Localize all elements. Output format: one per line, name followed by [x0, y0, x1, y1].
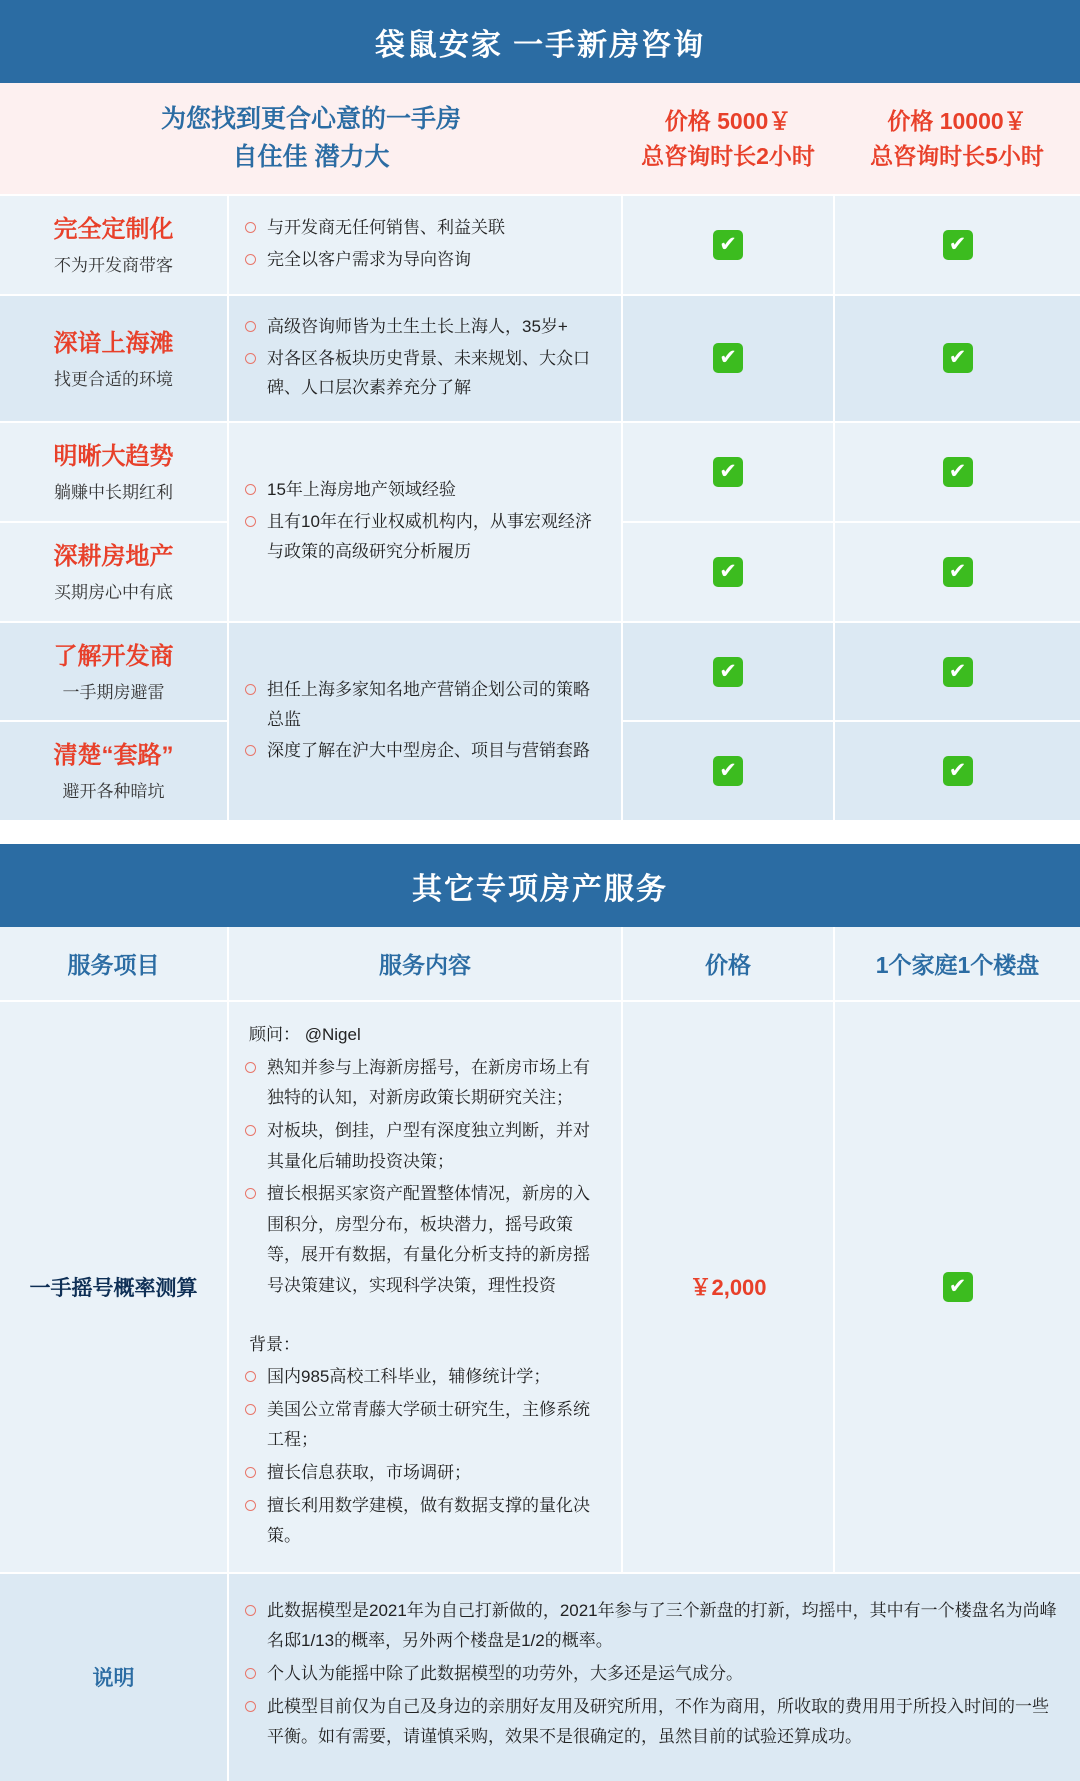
feature-cell: 明晰大趋势 躺赚中长期红利: [0, 422, 228, 522]
main-banner: 袋鼠安家 一手新房咨询: [0, 0, 1080, 83]
check-icon: ✔: [713, 657, 743, 687]
service-content: 顾问： @Nigel 熟知并参与上海新房摇号，在新房市场上有独特的认知，对新房政策长期研究关注； 对板块，倒挂，户型有深度独立判断，并对其量化后辅助投资决策； 擅长根据买家资产配置整体情况，新房的入围积分，房型分布，板块潜力，摇号政策等，展开有数据，有量化分析支持的新房摇号决策建议，实现科学决策，理性投资 背景： 国内985高校工科毕业，辅修统计学； 美国公立常青藤大学硕士研究生，主修系统工程； 擅长信息获取，市场调研； 擅长利用数学建模，做有数据支撑的量化决策。: [228, 1001, 622, 1573]
secondary-banner: 其它专项房产服务: [0, 844, 1080, 927]
content-spacer: [243, 1304, 603, 1330]
check-icon: ✔: [713, 343, 743, 373]
service-name: 一手摇号概率测算: [0, 1001, 228, 1573]
plan1-check: [622, 295, 834, 422]
check-icon: ✔: [943, 343, 973, 373]
service-header-row: [0, 927, 1080, 1001]
feature-description: 高级咨询师皆为土生土长上海人，35岁+ 对各区各板块历史背景、未来规划、大众口碑、人口层次素养充分了解: [228, 295, 622, 422]
plan1-check: [622, 522, 834, 622]
note-label: 说明: [0, 1573, 228, 1781]
plan-header-left: 为您找到更合心意的一手房 自住佳 潜力大: [0, 83, 622, 195]
table-row: [0, 422, 1080, 522]
plan1-check: [622, 622, 834, 722]
check-icon: ✔: [943, 230, 973, 260]
plan-header-plan2: 价格 10000￥ 总咨询时长5小时: [834, 83, 1080, 195]
feature-cell: 深谙上海滩 找更合适的环境: [0, 295, 228, 422]
feature-cell: 深耕房地产 买期房心中有底: [0, 522, 228, 622]
service-price: ￥2,000: [622, 1001, 834, 1573]
plan1-check: [622, 195, 834, 295]
feature-description: 担任上海多家知名地产营销企划公司的策略总监 深度了解在沪大中型房企、项目与营销套路: [228, 622, 622, 822]
feature-cell: 完全定制化 不为开发商带客: [0, 195, 228, 295]
plan2-check: [834, 622, 1080, 722]
plan1-check: [622, 422, 834, 522]
check-icon: ✔: [713, 457, 743, 487]
col-header-scope: 1个家庭1个楼盘: [834, 927, 1080, 1001]
plan2-check: [834, 295, 1080, 422]
feature-cell: 清楚“套路” 避开各种暗坑: [0, 721, 228, 821]
plan2-check: [834, 422, 1080, 522]
plan2-check: [834, 195, 1080, 295]
section-gap: [0, 822, 1080, 844]
service-scope-check: [834, 1001, 1080, 1573]
plan-header-row: [0, 83, 1080, 195]
feature-description: 15年上海房地产领域经验 且有10年在行业权威机构内，从事宏观经济与政策的高级研究分析履历: [228, 422, 622, 622]
col-header-service-content: 服务内容: [228, 927, 622, 1001]
check-icon: ✔: [943, 756, 973, 786]
consulting-plan-table: [0, 83, 1080, 822]
plan-header-plan1: 价格 5000￥ 总咨询时长2小时: [622, 83, 834, 195]
table-row: [0, 622, 1080, 722]
table-row: [0, 195, 1080, 295]
plan2-check: [834, 522, 1080, 622]
check-icon: ✔: [713, 230, 743, 260]
col-header-service-item: 服务项目: [0, 927, 228, 1001]
check-icon: ✔: [943, 1272, 973, 1302]
feature-description: 与开发商无任何销售、利益关联 完全以客户需求为导向咨询: [228, 195, 622, 295]
extra-services-table: [0, 927, 1080, 1780]
check-icon: ✔: [943, 457, 973, 487]
plan1-check: [622, 721, 834, 821]
table-row: [0, 1001, 1080, 1573]
col-header-price: 价格: [622, 927, 834, 1001]
table-row: [0, 295, 1080, 422]
note-row: [0, 1573, 1080, 1781]
feature-cell: 了解开发商 一手期房避雷: [0, 622, 228, 722]
plan2-check: [834, 721, 1080, 821]
note-content: 此数据模型是2021年为自己打新做的，2021年参与了三个新盘的打新，均摇中，其中有一个楼盘名为尚峰名邸1/13的概率，另外两个楼盘是1/2的概率。 个人认为能摇中除了此数据模型的功劳外，大多还是运气成分。 此模型目前仅为自己及身边的亲朋好友用及研究所用，不作为商用，所收取的费用用于所投入时间的一些平衡。如有需要，请谨慎采购，效果不是很确定的，虽然目前的试验还算成功。: [228, 1573, 1080, 1781]
check-icon: ✔: [943, 657, 973, 687]
check-icon: ✔: [713, 557, 743, 587]
check-icon: ✔: [713, 756, 743, 786]
check-icon: ✔: [943, 557, 973, 587]
